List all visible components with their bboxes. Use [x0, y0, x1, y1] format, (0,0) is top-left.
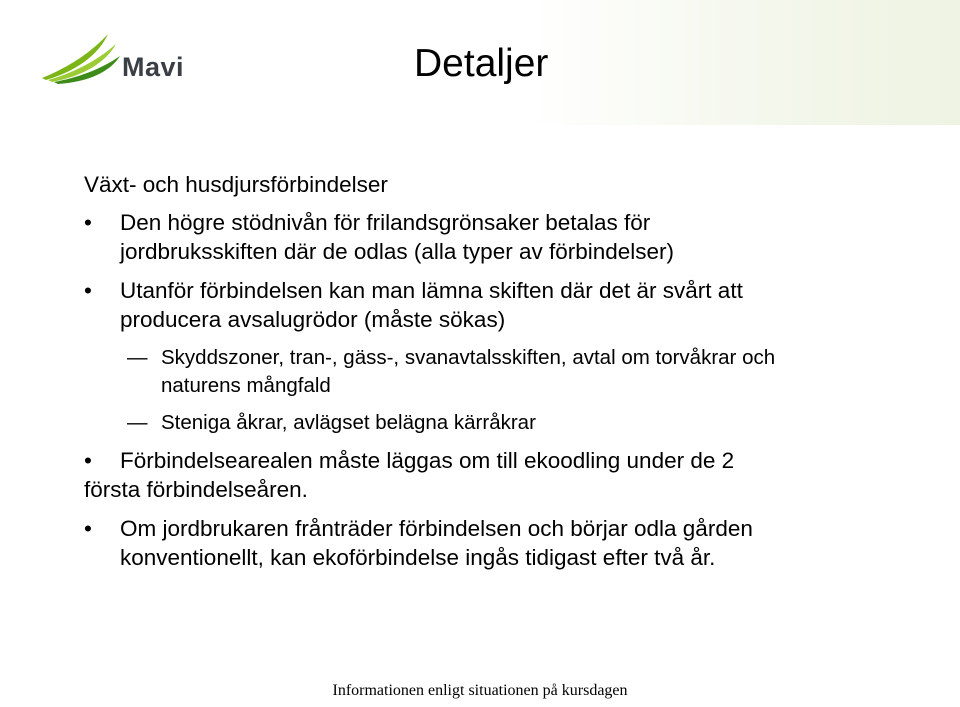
- list-item-line: jordbruksskiften där de odlas (alla typer av förbindelser): [120, 239, 675, 264]
- list-item-line: Förbindelsearealen måste läggas om till ekoodling under de 2: [120, 448, 735, 473]
- list-item: [84, 514, 914, 572]
- bullet-icon: •: [84, 210, 92, 235]
- mavi-logo: [40, 30, 200, 86]
- sub-list-item: [84, 409, 914, 437]
- bullet-icon: •: [84, 278, 92, 303]
- sub-list-item-line: naturens mångfald: [161, 374, 331, 397]
- list-item-line: Utanför förbindelsen kan man lämna skiften där det är svårt att: [120, 278, 743, 303]
- slide-body: [84, 170, 914, 582]
- list-item-line: Den högre stödnivån för frilandsgrönsaker betalas för: [120, 210, 651, 235]
- sub-list-item-line: Steniga åkrar, avlägset belägna kärråkrar: [161, 411, 536, 434]
- sub-list-item-line: Skyddszoner, tran-, gäss-, svanavtalsskiften, avtal om torvåkrar och: [161, 346, 776, 369]
- list-item: [84, 208, 914, 266]
- footer-note: Informationen enligt situationen på kursdagen: [332, 682, 628, 699]
- list-item: [84, 446, 914, 504]
- list-item: [84, 276, 914, 334]
- bullet-icon: •: [84, 516, 92, 541]
- list-item-line: konventionellt, kan ekoförbindelse ingås tidigast efter två år.: [120, 545, 716, 570]
- slide-title: Detaljer: [414, 42, 549, 85]
- bullet-icon: •: [84, 448, 92, 473]
- leaf-icon: [40, 30, 122, 86]
- list-item-line: första förbindelseåren.: [84, 477, 308, 502]
- list-item-line: producera avsalugrödor (måste sökas): [120, 307, 506, 332]
- section-heading: Växt- och husdjursförbindelser: [84, 172, 388, 197]
- dash-icon: —: [127, 346, 148, 369]
- list-item-line: Om jordbrukaren frånträder förbindelsen och börjar odla gården: [120, 516, 753, 541]
- logo-text: Mavi: [122, 52, 185, 82]
- dash-icon: —: [127, 411, 148, 434]
- sub-list-item: [84, 344, 914, 400]
